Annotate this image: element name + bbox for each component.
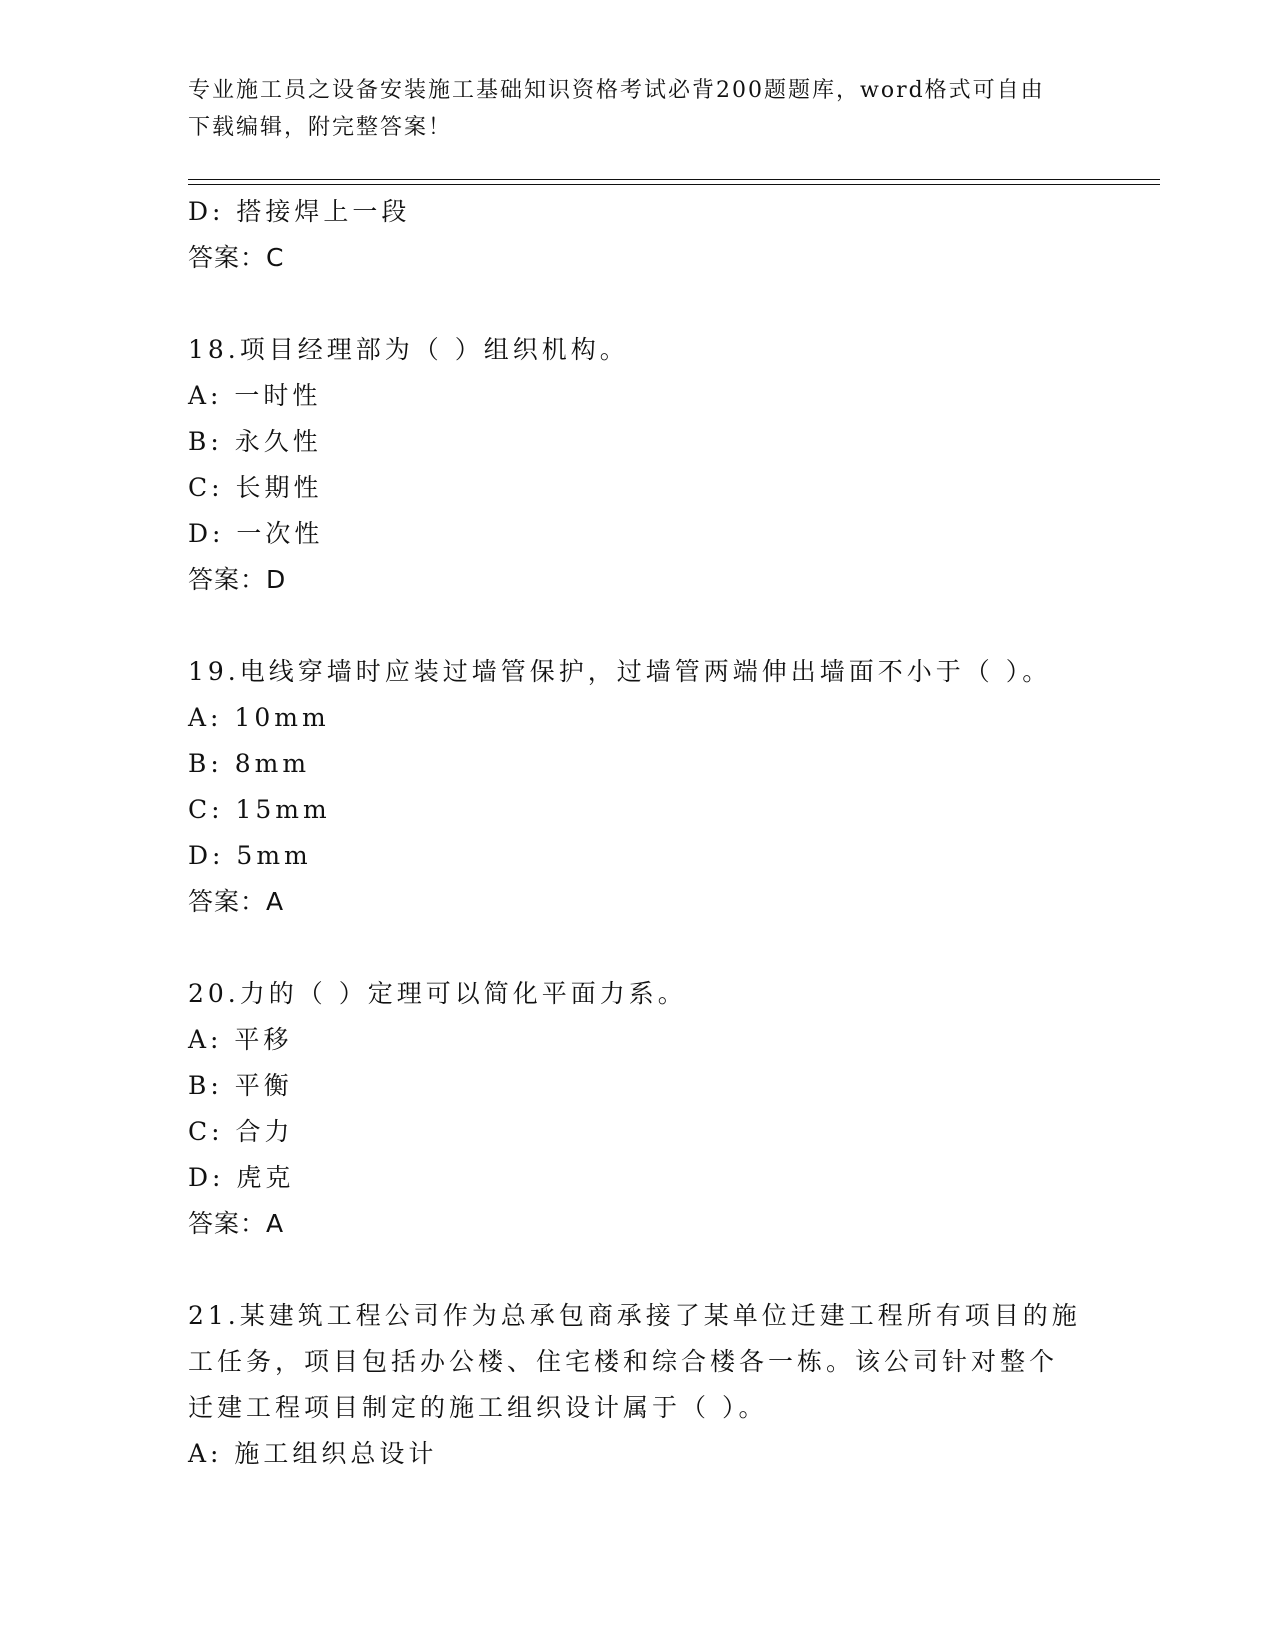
document-header (188, 72, 1088, 146)
q19-answer: 答案：A (188, 887, 285, 916)
header-divider-bottom (188, 184, 1160, 185)
q18-option-d: D: 一次性 (188, 519, 324, 548)
q19-stem: 19.电线穿墙时应装过墙管保护，过墙管两端伸出墙面不小于（ ）。 (188, 657, 1052, 686)
q21-stem-line-3: 迁建工程项目制定的施工组织设计属于（ ）。 (188, 1393, 768, 1422)
q21-option-a: A: 施工组织总设计 (188, 1439, 438, 1468)
q19-option-a: A: 10mm (188, 703, 330, 732)
q20-answer: 答案：A (188, 1209, 285, 1238)
q18-option-b: B: 永久性 (188, 427, 322, 456)
header-line-1: 专业施工员之设备安装施工基础知识资格考试必背200题题库，word格式可自由 (188, 78, 1045, 103)
q20-option-a: A: 平移 (188, 1025, 293, 1054)
q21-stem-line-2: 工任务，项目包括办公楼、住宅楼和综合楼各一栋。该公司针对整个 (188, 1347, 1059, 1376)
q18-answer: 答案：D (188, 565, 287, 594)
q20-option-d: D: 虎克 (188, 1163, 295, 1192)
q18-option-a: A: 一时性 (188, 381, 322, 410)
q19-option-b: B: 8mm (188, 749, 311, 778)
q18-option-c: C: 长期性 (188, 473, 323, 502)
q21-stem-line-1: 21.某建筑工程公司作为总承包商承接了某单位迁建工程所有项目的施 (188, 1301, 1081, 1330)
q18-stem: 18.项目经理部为（ ）组织机构。 (188, 335, 629, 364)
header-line-2: 下载编辑，附完整答案！ (188, 115, 453, 140)
q19-option-d: D: 5mm (188, 841, 312, 870)
prev-answer: 答案：C (188, 243, 285, 272)
q20-option-c: C: 合力 (188, 1117, 294, 1146)
prev-option-d: D: 搭接焊上一段 (188, 197, 411, 226)
q20-stem: 20.力的（ ）定理可以简化平面力系。 (188, 979, 687, 1008)
header-divider-top (188, 179, 1160, 180)
q19-option-c: C: 15mm (188, 795, 331, 824)
q20-option-b: B: 平衡 (188, 1071, 293, 1100)
